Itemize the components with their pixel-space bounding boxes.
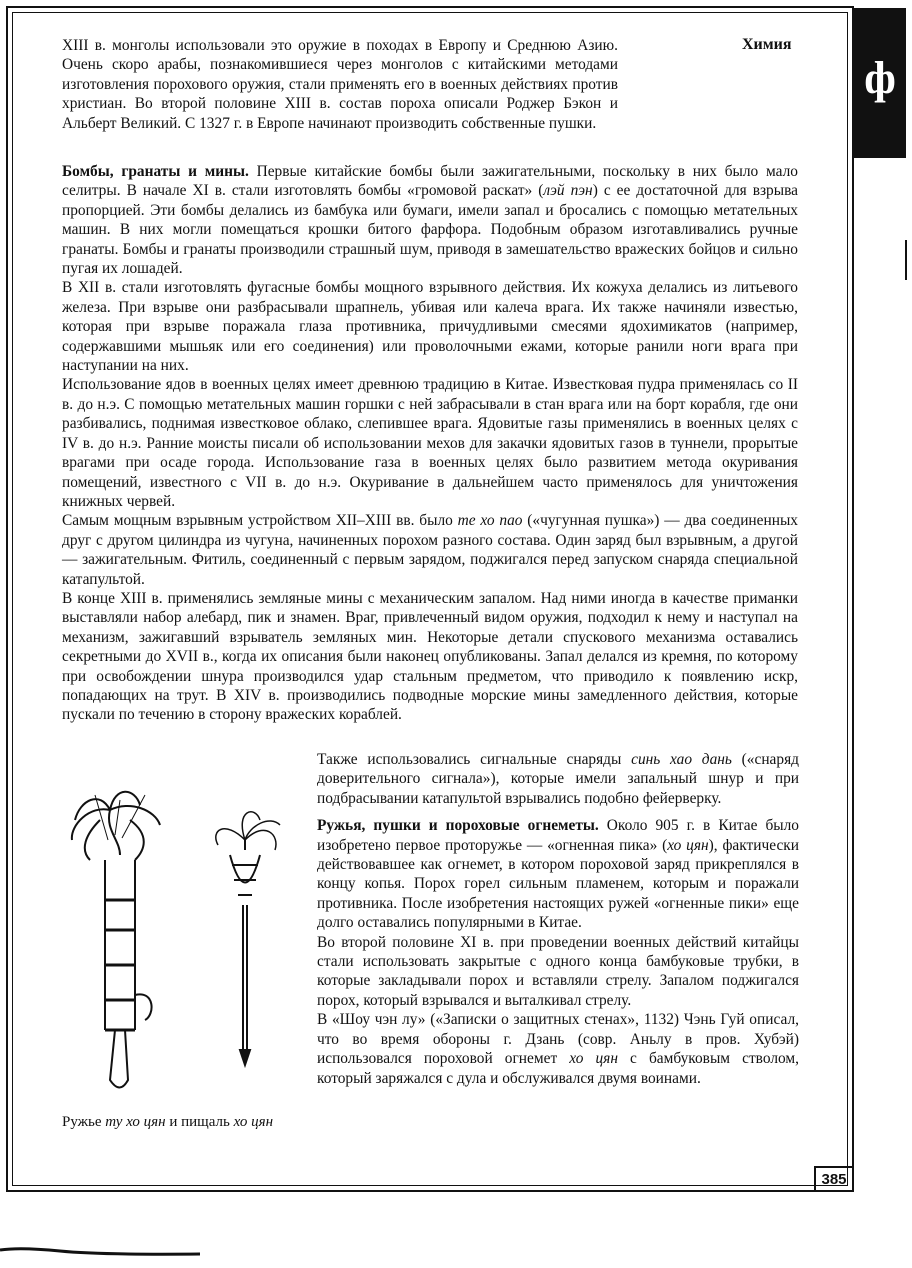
- signal-a: Также использовались сигнальные снаряды: [317, 751, 632, 768]
- top-paragraph-column: [62, 36, 618, 133]
- bombs-p4-b: («чугунная пушка») — два соединенных друг с другом цилиндра из чугуна, начиненных порохом разного состава. Один заряд был взрывным, а другой — зажигательным. Фитиль, соединенный с первым зарядом, поджигался перед запуском снаряда специальной катапультой.: [62, 512, 799, 588]
- bombs-paragraph-3: Использование ядов в военных целях имеет древнюю традицию в Китае. Известковая пудра применялась со II в. до н.э. С помощью метательных машин горшки с ней забрасывали в стан врага или на борт корабля, где они разбивались, поднимая известковое облако, слепившее врага. Ядовитые газы применялись в военных целях с IV в. до н.э. Ранние моисты писали об использовании мехов для закачки ядовитых газов в туннели, прорытые врагами при осаде города. Использование газа в военных целях было развитием метода окуривания помещений, известного с VII в. до н.э. Окуривание в дальнейшем часто применялось для уничтожения книжных червей.: [62, 376, 798, 510]
- caption-term-1: ту хо цян: [105, 1114, 166, 1130]
- guns-paragraph-2: Во второй половине XI в. при проведении военных действий китайцы стали использовать закрытые с одного конца бамбуковые трубки, в которые закладывали порох и вставляли стрелу. Запалом поджигался порох, который взрывался и выталкивал стрелу.: [317, 933, 799, 1009]
- bombs-p1-a: Первые китайские бомбы были зажигательными, поскольку в них было мало селитры. В начале XI в. стали изготовлять бомбы «громовой раскат» (: [62, 163, 798, 200]
- bombs-p1-b: ) с ее достаточной для взрыва пропорцией. Эти бомбы делались из бамбука или бумаги, имели запал и бросались с помощью метательных машин. В них могли помещаться крошки битого фарфора. Подобным образом изготавливались ручные гранаты. Бомбы и гранаты производили страшный шум, приводя в замешательство вражеских бойцов и сильно пугая их лошадей.: [62, 182, 798, 278]
- bombs-paragraph-1: [62, 162, 798, 278]
- page-number: 385: [814, 1166, 852, 1192]
- caption-b: и пищаль: [165, 1114, 234, 1130]
- signal-term: синь хао дань: [631, 751, 732, 768]
- bombs-paragraph-2: В XII в. стали изготовлять фугасные бомбы мощного взрывного действия. Их кожуха делались из литьевого железа. При взрыве они разбрасывали шрапнель, убивая или калеча врага. Их также начиняли известью, которая при взрыве поражала глаза противника, причудливыми смесями ядохимикатов (например, содержавшими мышьяк или его соединения) или проволочными ежами, которые ранили ноги врага при наступании на них.: [62, 279, 798, 375]
- guns-p3-a: В «Шоу чэн лу» («Записки о защитных стенах», 1132) Чэнь Гуй описал, что во время обороны г. Дзань (совр. Аньлу в пров. Хубэй) использовался пороховой огнемет: [317, 1011, 799, 1068]
- bombs-paragraph-5: В конце XIII в. применялись земляные мины с механическим запалом. Над ними иногда в качестве приманки выставляли набор алебард, пик и знамен. Враг, привлеченный видом оружия, подходил к нему и наступал на механизм, зажигавший взрыватель земляных мин. Некоторые детали спускового механизма оставались секретными до XVII в., когда их описания были наконец опубликованы. Запал делался из кремня, по которому при освобождении шнура производился удар стальным предметом, что приводило к появлению искр, попадающих на трут. В XIV в. производились подводные морские мины замедленного действия, которые пускали по течению в сторону вражеских кораблей.: [62, 589, 798, 724]
- guns-paragraph-1: [317, 816, 799, 932]
- bombs-p4-a: Самым мощным взрывным устройством XII–XIII вв. было: [62, 512, 458, 530]
- guns-a: Около 905 г. в Китае было изобретено первое проторужье — «огненная пика» (: [317, 817, 799, 854]
- caption-term-2: хо цян: [233, 1114, 274, 1130]
- bombs-paragraph-4: [62, 511, 798, 589]
- signal-paragraph: [317, 750, 799, 808]
- edge-mark: [905, 240, 907, 280]
- gun-illustration-svg: [60, 780, 300, 1100]
- guns-b: ), фактически действовавшее как огнемет, в котором пороховой заряд прикреплялся в концу копья. Порох горел сильным пламенем, которым и поражали противника. После изобретения настоящих ружей «огненные пики» еще долго оставались популярными в Китае.: [317, 836, 799, 932]
- illustration-caption: [62, 1114, 312, 1131]
- signal-b: («снаряд доверительного сигнала»), которые имели запальный шнур и при подбрасывании катапультой взрывались подобно фейерверку.: [317, 751, 799, 807]
- guns-paragraph-3: [317, 1010, 799, 1088]
- guns-p3-b: с бамбуковым стволом, который заряжался с дула и обслуживался двумя воинами.: [317, 1050, 799, 1087]
- section-glyph-icon: ф: [864, 52, 896, 103]
- guns-heading: Ружья, пушки и пороховые огнеметы.: [317, 817, 599, 835]
- bombs-p1-term: лэй пэн: [543, 182, 593, 200]
- scan-edge-smudge: [0, 1246, 200, 1256]
- section-thumb-tab: [854, 8, 906, 158]
- bombs-p4-term: те хо пао: [457, 512, 523, 530]
- right-column: [317, 750, 799, 1088]
- guns-term: хо цян: [667, 836, 709, 854]
- bombs-heading: Бомбы, гранаты и мины.: [62, 163, 249, 180]
- caption-a: Ружье: [62, 1114, 106, 1130]
- section-title: Химия: [742, 36, 792, 53]
- main-column: [62, 162, 798, 725]
- guns-p3-term: хо цян: [569, 1050, 618, 1068]
- top-paragraph: XIII в. монголы использовали это оружие в походах в Европу и Среднюю Азию. Очень скоро арабы, познакомившиеся через монголов с китайскими методами изготовления порохового оружия, стали применять его в военных действиях против христиан. Во второй половине XIII в. состав пороха описали Роджер Бэкон и Альберт Великий. С 1327 г. в Европе начинают производить собственные пушки.: [62, 37, 618, 132]
- gun-illustration: [60, 780, 300, 1100]
